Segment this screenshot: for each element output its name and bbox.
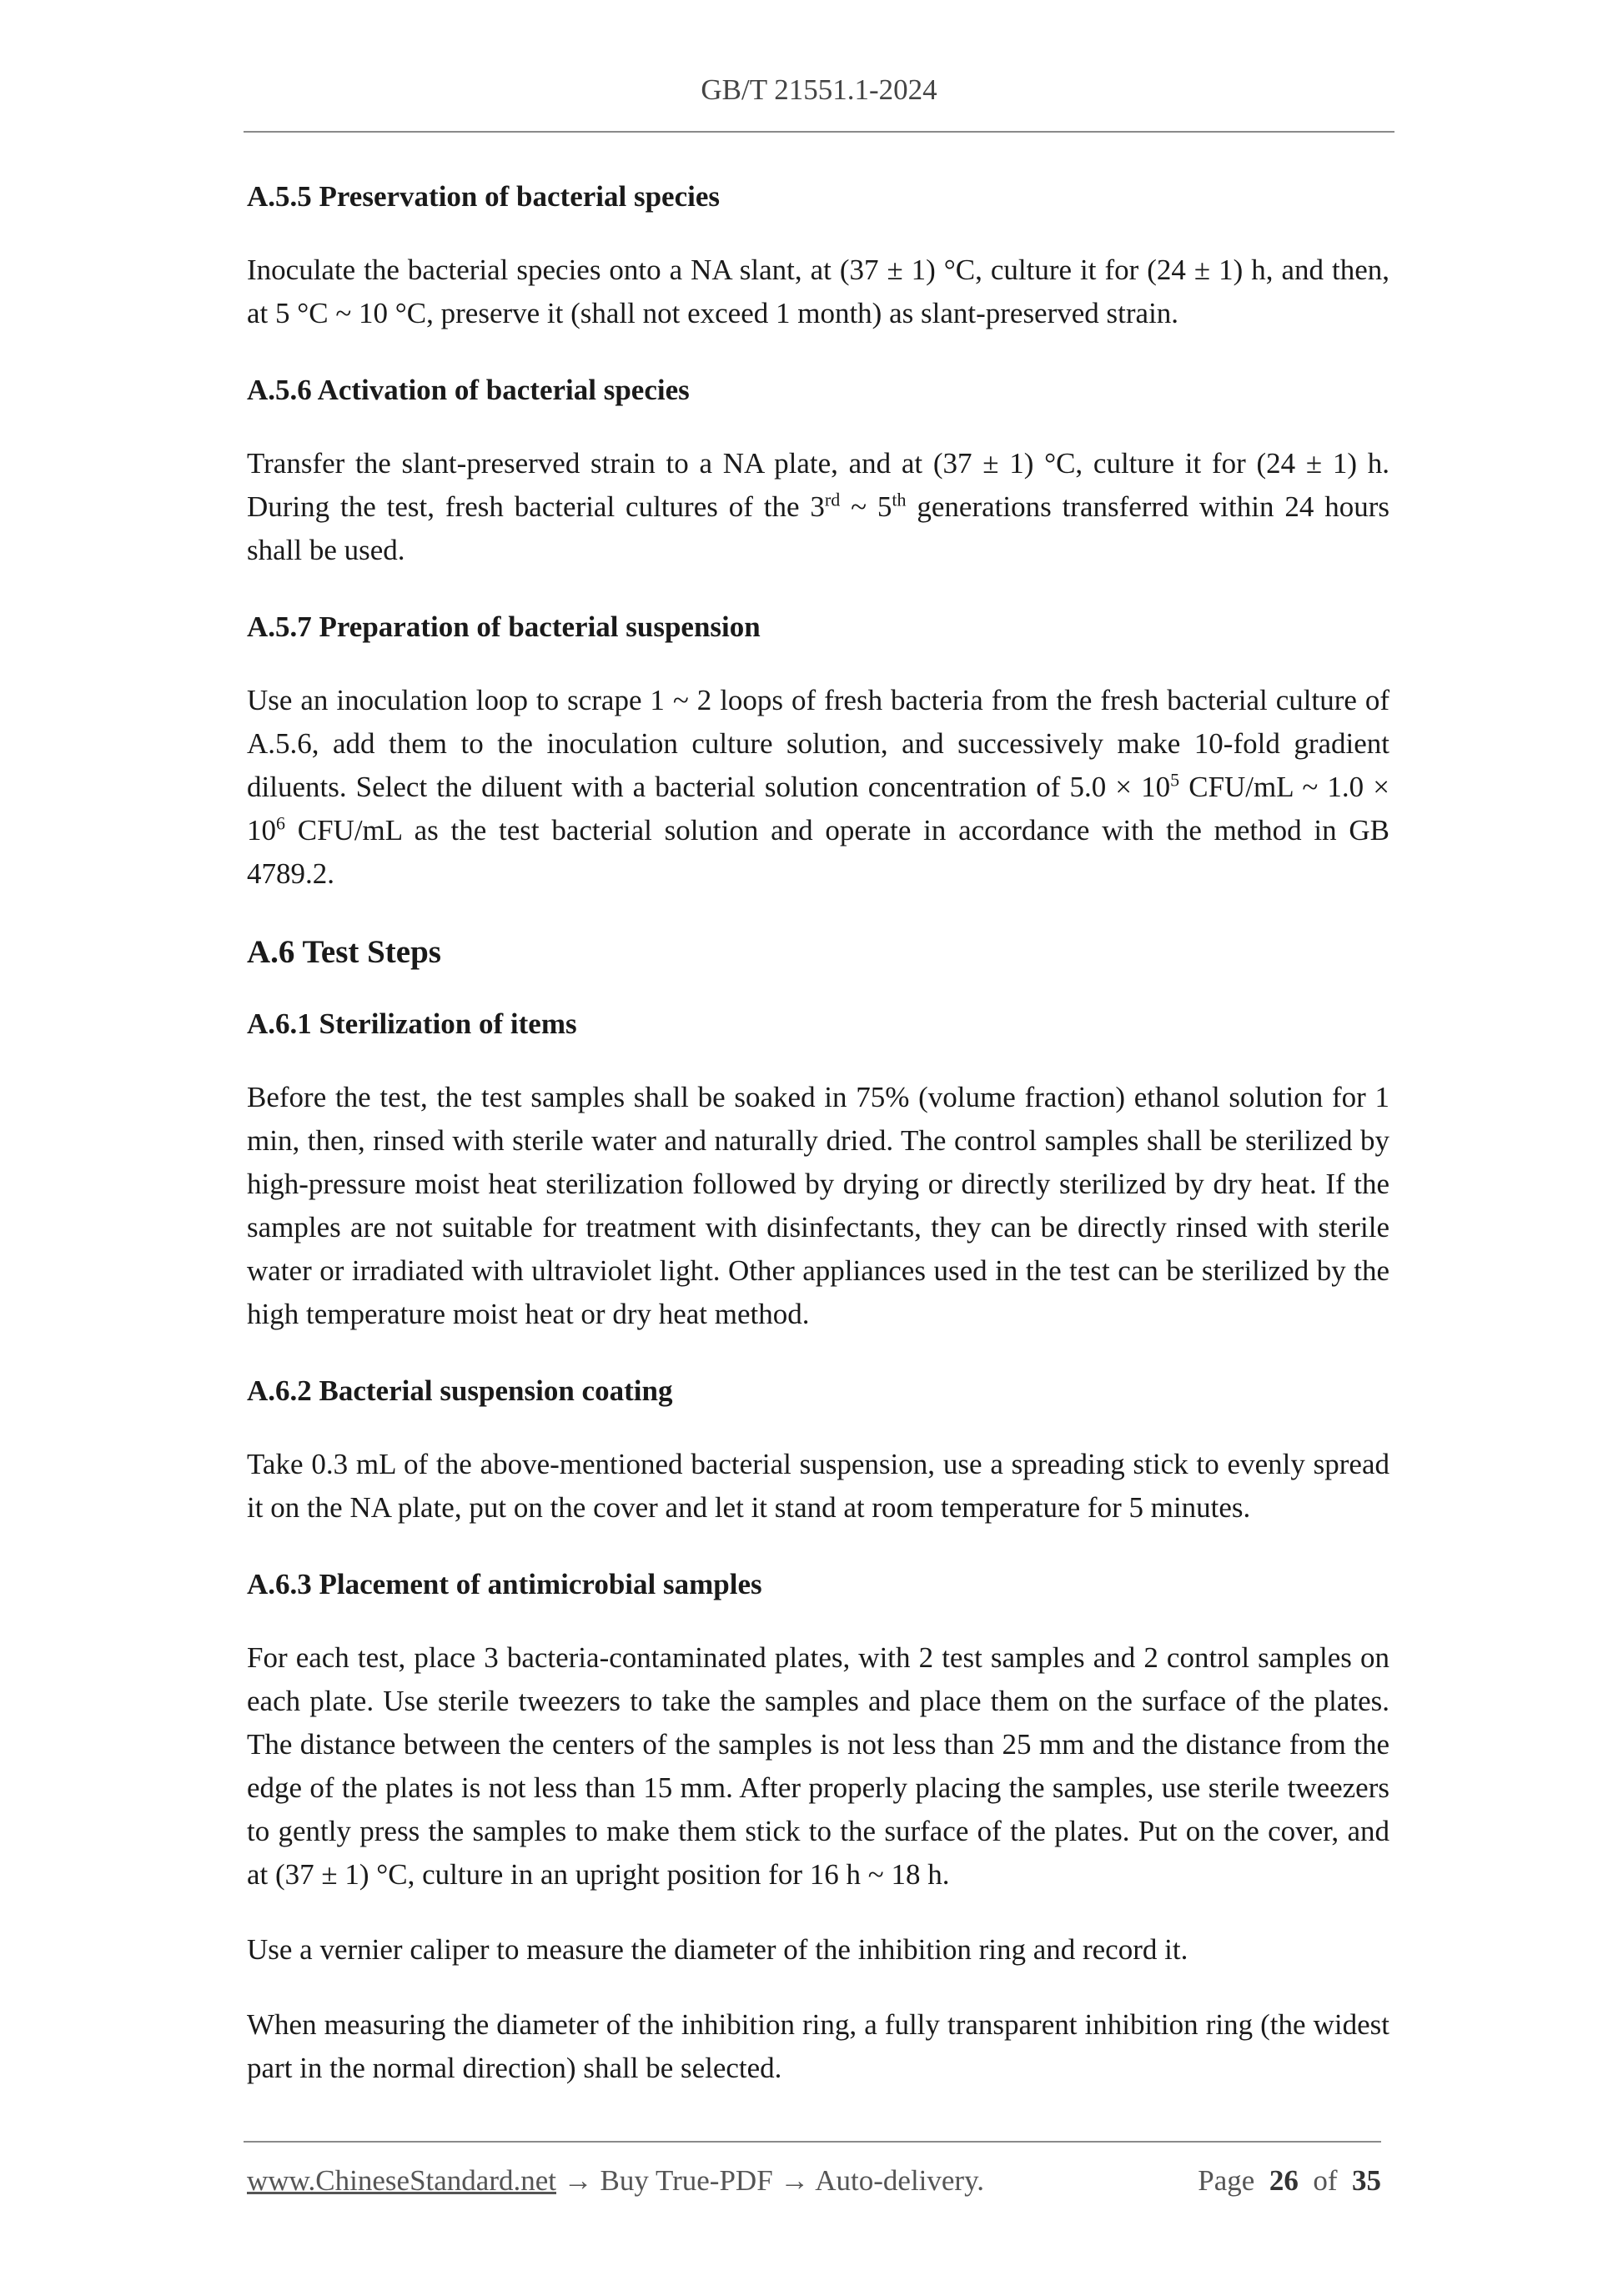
paragraph-a55: Inoculate the bacterial species onto a NA slant, at (37 ± 1) °C, culture it for (24 ± 1) h, and then, at 5 °C ~ 10 °C, preserve it (shall not exceed 1 month) as slant-preserved strain. [247, 254, 1389, 329]
text-run: generations transferred within 24 hours shall be used. [247, 490, 1389, 566]
arrow-icon: → [556, 2164, 600, 2197]
paragraph-a61: Before the test, the test samples shall be soaked in 75% (volume fraction) ethanol solution for 1 min, then, rinsed with sterile water and naturally dried. The control samples shall be sterilized by high-pressure moist heat sterilization followed by drying or directly sterilized by dry heat. If the samples are not suitable for treatment with disinfectants, they can be directly rinsed with sterile water or irradiated with ultraviolet light. Other appliances used in the test can be sterilized by the high temperature moist heat or dry heat method. [247, 1081, 1389, 1330]
buy-text: Buy True-PDF [600, 2164, 773, 2197]
superscript: th [892, 489, 907, 510]
paragraph-a63-1: For each test, place 3 bacteria-contaminated plates, with 2 test samples and 2 control samples on each plate. Use sterile tweezers to take the samples and place them on the surface of the plates. The distance between the centers of the samples is not less than 25 mm and the distance from the edge of the plates is not less than 15 mm. After properly placing the samples, use sterile tweezers to gently press the samples to make them stick to the surface of the plates. Put on the cover, and at (37 ± 1) °C, culture in an upright position for 16 h ~ 18 h. [247, 1641, 1389, 1891]
heading-a62: A.6.2 Bacterial suspension coating [247, 1374, 673, 1407]
arrow-icon: → [772, 2164, 816, 2197]
page-header: GB/T 21551.1-2024 [701, 73, 937, 106]
text-run: CFU/mL ~ 1.0 × 10 [247, 771, 1389, 847]
page-current: 26 [1269, 2164, 1299, 2197]
paragraph-a63-3: When measuring the diameter of the inhibition ring, a fully transparent inhibition ring (the widest part in the normal direction) shall be selected. [247, 2008, 1389, 2084]
delivery-text: Auto-delivery. [815, 2164, 985, 2197]
paragraph-a63-2: Use a vernier caliper to measure the diameter of the inhibition ring and record it. [247, 1933, 1188, 1966]
paragraph-a56 [247, 442, 1389, 572]
page-label: Page [1198, 2164, 1255, 2197]
page-number [1198, 2164, 1381, 2198]
header-divider [244, 131, 1394, 133]
heading-a57: A.5.7 Preparation of bacterial suspension [247, 610, 761, 643]
text-run: CFU/mL as the test bacterial solution and operate in accordance with the method in GB 4789.2. [247, 814, 1389, 890]
footer-divider [244, 2141, 1381, 2143]
footer-promo [247, 2164, 984, 2198]
text-run: Transfer the slant-preserved strain to a NA plate, and at (37 ± 1) °C, culture it for (24 ± 1) h. During the test, fresh bacterial cultures of the 3 [247, 447, 1389, 523]
text-run: Use an inoculation loop to scrape 1 ~ 2 loops of fresh bacteria from the fresh bacterial culture of A.5.6, add them to the inoculation culture solution, and successively make 10-fold gradient diluents. Select the diluent with a bacterial solution concentration of 5.0 × 10 [247, 684, 1389, 803]
paragraph-a62: Take 0.3 mL of the above-mentioned bacterial suspension, use a spreading stick to evenly spread it on the NA plate, put on the cover and let it stand at room temperature for 5 minutes. [247, 1448, 1389, 1524]
heading-a56: A.5.6 Activation of bacterial species [247, 374, 690, 406]
heading-a6: A.6 Test Steps [247, 934, 441, 970]
page-content [247, 173, 1389, 2090]
text-run: ~ 5 [840, 490, 892, 523]
heading-a63: A.6.3 Placement of antimicrobial samples [247, 1568, 762, 1600]
superscript: 5 [1170, 769, 1180, 791]
paragraph-a57 [247, 679, 1389, 896]
heading-a61: A.6.1 Sterilization of items [247, 1007, 577, 1040]
of-label: of [1313, 2164, 1338, 2197]
heading-a55: A.5.5 Preservation of bacterial species [247, 180, 720, 213]
page-total: 35 [1352, 2164, 1381, 2197]
site-link[interactable]: www.ChineseStandard.net [247, 2164, 556, 2197]
superscript: rd [824, 489, 841, 510]
superscript: 6 [276, 812, 285, 834]
